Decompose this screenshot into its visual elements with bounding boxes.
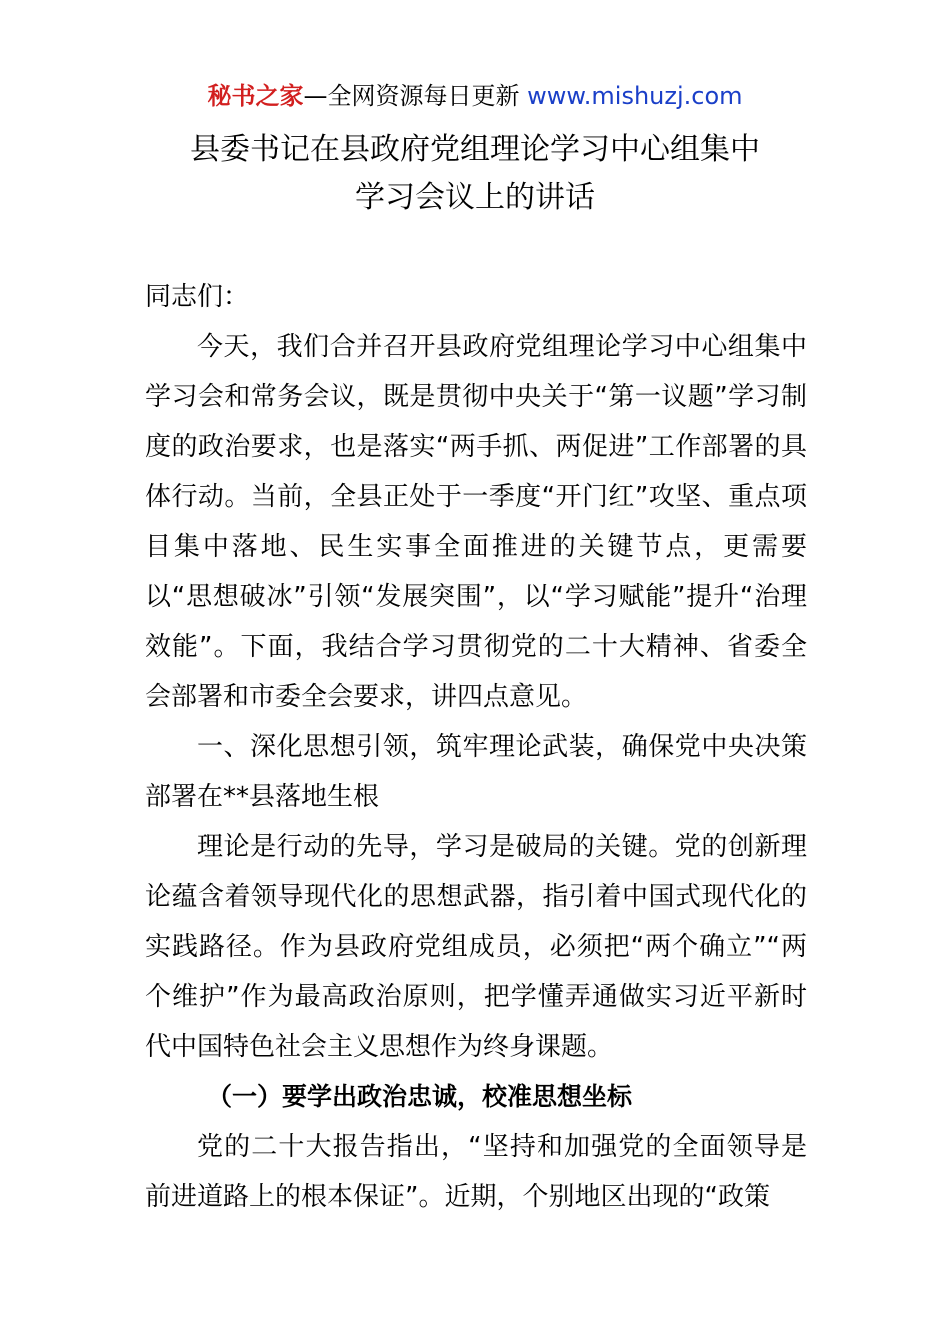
greeting: 同志们： <box>145 282 250 312</box>
body-paragraph-report: 党的二十大报告指出，“坚持和加强党的全面领导是前进道路上的根本保证”。近期，个别地区出现的“政策 <box>145 1132 807 1212</box>
document-body <box>145 272 807 1222</box>
title-line-1: 县委书记在县政府党组理论学习中心组集中 <box>190 132 760 167</box>
section-heading-1: 一、深化思想引领，筑牢理论武装，确保党中央决策部署在**县落地生根 <box>145 732 807 812</box>
site-header <box>0 80 950 112</box>
subsection-heading-1: （一）要学出政治忠诚，校准思想坐标 <box>207 1082 633 1111</box>
body-paragraph-intro: 今天，我们合并召开县政府党组理论学习中心组集中学习会和常务会议，既是贯彻中央关于“第一议题”学习制度的政治要求，也是落实“两手抓、两促进”工作部署的具体行动。当前，全县正处于一季度“开门红”攻坚、重点项目集中落地、民生实事全面推进的关键节点，更需要以“思想破冰”引领“发展突围”，以“学习赋能”提升“治理效能”。下面，我结合学习贯彻党的二十大精神、省委全会部署和市委全会要求，讲四点意见。 <box>145 332 807 712</box>
document-title <box>0 126 950 222</box>
header-tagline: —全网资源每日更新 <box>303 82 520 110</box>
site-url-link[interactable]: www.mishuzj.com <box>527 82 743 110</box>
body-paragraph-theory: 理论是行动的先导，学习是破局的关键。党的创新理论蕴含着领导现代化的思想武器，指引着中国式现代化的实践路径。作为县政府党组成员，必须把“两个确立”“两个维护”作为最高政治原则，把学懂弄通做实习近平新时代中国特色社会主义思想作为终身课题。 <box>145 832 807 1062</box>
brand-name: 秘书之家 <box>207 82 304 110</box>
title-line-2: 学习会议上的讲话 <box>355 180 595 215</box>
